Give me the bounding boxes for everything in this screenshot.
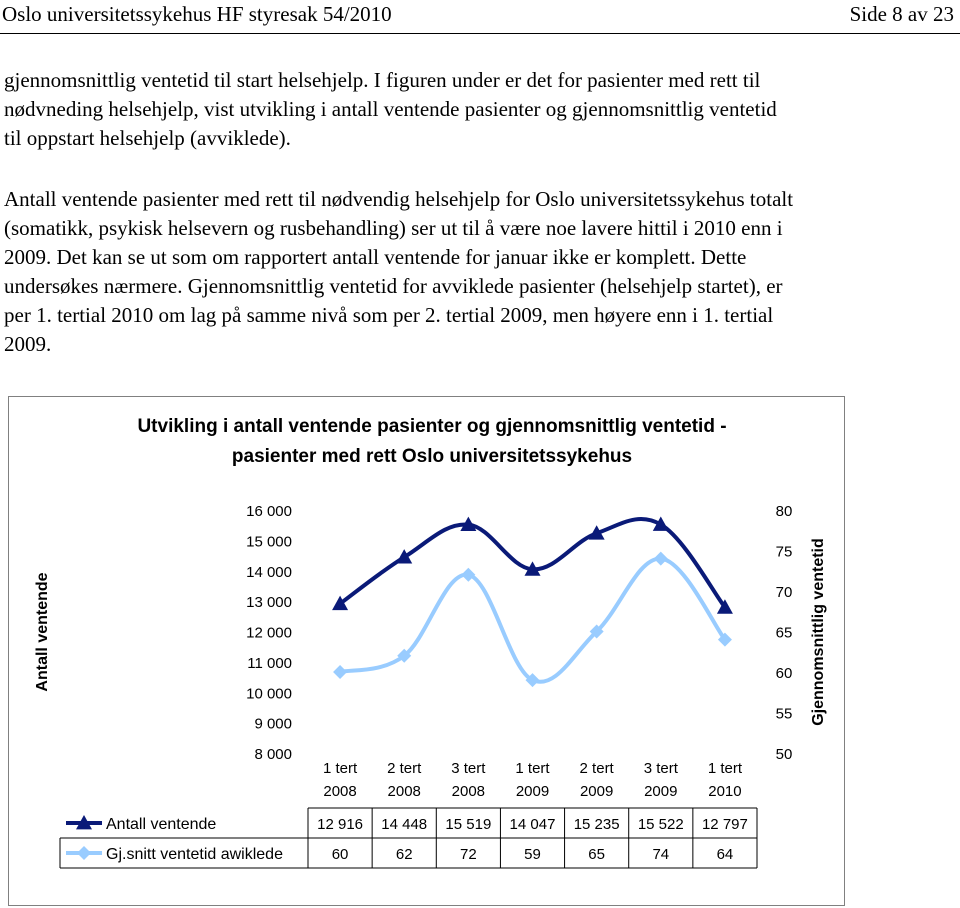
y-tick-label: 15 000 (246, 533, 292, 551)
data-point-marker (654, 552, 668, 566)
y2-tick-label: 70 (775, 584, 793, 601)
text-line: per 1. tertial 2010 om lag på samme nivå som per 2. tertial 2009, men høyere enn i 1. tertial (4, 303, 774, 327)
table-value: 15 519 (445, 816, 492, 833)
x-tick-label: 1 tert (515, 760, 550, 777)
y-tick-label: 14 000 (246, 563, 292, 581)
x-tick-label: 1 tert (707, 760, 743, 777)
y-axis-title: Antall ventende (34, 572, 51, 692)
text-line: nødvneding helsehjelp, vist utvikling i antall ventende pasienter og gjennomsnittlig ventetid (4, 97, 777, 121)
x-tick-label: 2010 (708, 783, 742, 800)
text-line: 2009. (4, 332, 52, 356)
table-value: 72 (460, 846, 477, 863)
chart-title: pasienter med rett Oslo universitetssykehus (231, 446, 633, 467)
table-value: 62 (395, 846, 413, 863)
y2-tick-label: 65 (775, 624, 793, 642)
table-value: 60 (331, 846, 349, 863)
x-tick-label: 3 tert (451, 760, 486, 777)
chart-title: Utvikling i antall ventende pasienter og gjennomsnittlig ventetid - (137, 416, 727, 437)
text-line: Antall ventende pasienter med rett til nødvendig helsehjelp for Oslo universitetssykehus totalt (4, 187, 794, 211)
series-line-ventetid (340, 559, 725, 682)
table-value: 74 (652, 846, 670, 863)
y2-tick-label: 50 (775, 746, 793, 763)
table-value: 14 047 (509, 816, 556, 833)
y2-tick-label: 60 (775, 665, 793, 682)
data-point-marker (333, 665, 347, 679)
x-tick-label: 2009 (515, 783, 550, 800)
y2-tick-label: 55 (775, 705, 793, 723)
x-tick-label: 2008 (451, 783, 486, 800)
legend-label: Gj.snitt ventetid awiklede (106, 846, 283, 863)
table-value: 15 235 (573, 816, 620, 833)
table-value: 15 522 (637, 816, 684, 833)
text-line: undersøkes nærmere. Gjennomsnittlig ventetid for avviklede pasienter (helsehjelp startet), er (4, 274, 783, 298)
text-line: (somatikk, psykisk helsevern og rusbehandling) ser ut til å være noe lavere hittil i 2010 enn i (4, 216, 783, 240)
document-title: Oslo universitetssykehus HF styresak 54/2010 (2, 2, 392, 26)
text-line: til oppstart helsehjelp (avviklede). (4, 126, 291, 150)
x-tick-label: 3 tert (643, 760, 678, 777)
table-value: 14 448 (381, 816, 428, 833)
x-tick-label: 2 tert (579, 760, 614, 777)
table-value: 12 797 (701, 816, 748, 833)
page-number: Side 8 av 23 (849, 2, 954, 26)
data-point-marker (461, 568, 475, 582)
y-tick-label: 11 000 (247, 654, 292, 672)
legend-label: Antall ventende (106, 816, 217, 833)
y-tick-label: 13 000 (246, 594, 292, 612)
y2-tick-label: 75 (775, 543, 793, 561)
y2-axis-title: Gjennomsnittlig ventetid (810, 538, 827, 726)
table-value: 59 (524, 846, 541, 863)
y-tick-label: 16 000 (246, 503, 292, 520)
x-tick-label: 2008 (387, 783, 421, 800)
y-tick-label: 9 000 (254, 715, 292, 733)
x-tick-label: 1 tert (322, 760, 358, 777)
y-tick-label: 12 000 (246, 624, 292, 642)
y-tick-label: 8 000 (254, 746, 292, 763)
legend-marker (77, 846, 91, 860)
x-tick-label: 2009 (644, 783, 678, 800)
x-tick-label: 2 tert (387, 760, 422, 777)
y2-tick-label: 80 (775, 503, 793, 520)
table-value: 65 (588, 846, 605, 863)
text-line: 2009. Det kan se ut som om rapportert antall ventende for januar ikke er komplett. Dette (4, 245, 747, 269)
y-tick-label: 10 000 (246, 685, 292, 703)
text-line: gjennomsnittlig ventetid til start helsehjelp. I figuren under er det for pasienter med rett til (4, 68, 761, 92)
x-tick-label: 2008 (323, 783, 357, 800)
table-value: 12 916 (317, 816, 364, 833)
x-tick-label: 2009 (579, 783, 614, 800)
table-value: 64 (716, 846, 734, 863)
